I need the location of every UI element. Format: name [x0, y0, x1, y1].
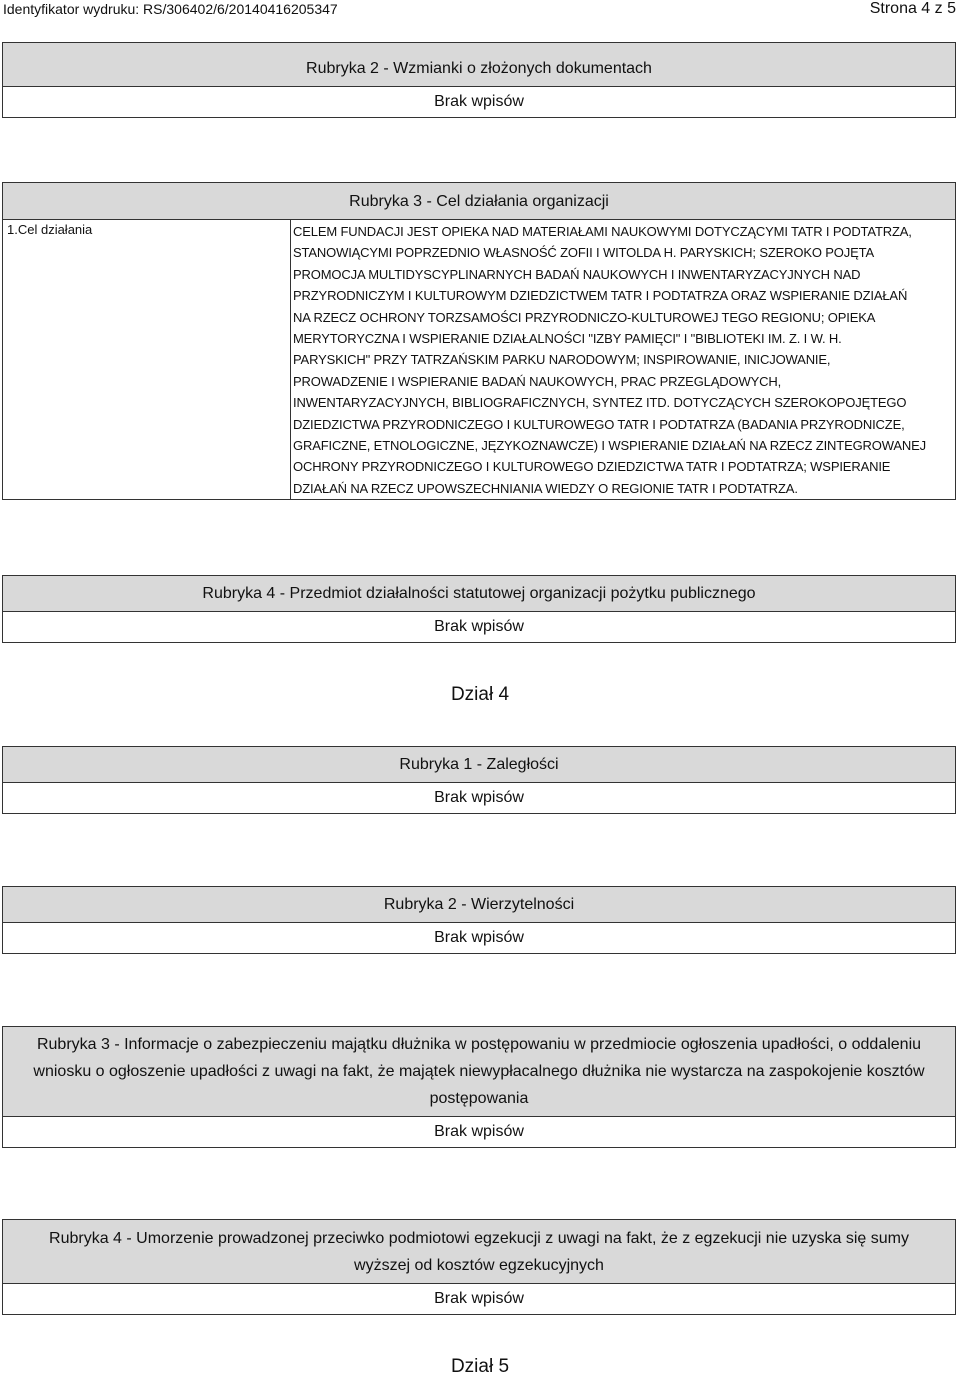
cel-line: MERYTORYCZNA I WSPIERANIE DZIAŁALNOŚCI "IZBY PAMIĘCI" I "BIBLIOTEKI IM. Z. I W. H.	[293, 331, 842, 347]
section-cel-title: Rubryka 3 - Cel działania organizacji	[3, 183, 955, 220]
section-umorzenie	[2, 1219, 956, 1315]
cel-line: PRZYRODNICZYM I KULTUROWYM DZIEDZICTWEM TATR I PODTATRZA ORAZ WSPIERANIE DZIAŁAŃ	[293, 288, 908, 304]
section-przedmiot	[2, 575, 956, 643]
section-wzmianki-title: Rubryka 2 - Wzmianki o złożonych dokumentach	[3, 43, 955, 87]
section-przedmiot-value: Brak wpisów	[434, 618, 524, 635]
section-zabezpieczenie	[2, 1026, 956, 1148]
section-przedmiot-title: Rubryka 4 - Przedmiot działalności statutowej organizacji pożytku publicznego	[3, 576, 955, 612]
cel-line: DZIAŁAŃ NA RZECZ UPOWSZECHNIANIA WIEDZY O REGIONIE TATR I PODTATRZA.	[293, 480, 798, 496]
cel-row	[3, 220, 955, 499]
cel-line: STANOWIĄCYMI POPRZEDNIO WŁASNOŚĆ ZOFII I WITOLDA H. PARYSKICH; SZEROKO POJĘTA	[293, 245, 874, 261]
section-cel	[2, 182, 956, 500]
cel-label: 1.Cel działania	[3, 220, 291, 499]
section-zaleglosci-value: Brak wpisów	[434, 789, 524, 806]
cel-line: DZIEDZICTWA PRZYRODNICZEGO I KULTUROWEGO TATR I PODTATRZA (BADANIA PRZYRODNICZE,	[293, 416, 905, 432]
cel-line: PROWADZENIE I WSPIERANIE BADAŃ NAUKOWYCH, PRAC PRZEGLĄDOWYCH,	[293, 373, 782, 389]
cel-text	[291, 220, 955, 499]
section-wzmianki-value: Brak wpisów	[434, 93, 524, 110]
page-number: Strona 4 z 5	[869, 0, 956, 17]
section-wierzytelnosci-title: Rubryka 2 - Wierzytelności	[3, 887, 955, 923]
cel-line: NA RZECZ OCHRONY TORZSAMOŚCI PRZYRODNICZO-KULTUROWEJ TEGO REGIONU; OPIEKA	[293, 309, 876, 325]
cel-line: GRAFICZNE, ETNOLOGICZNE, JĘZYKOZNAWCZE) I WSPIERANIE DZIAŁAŃ NA RZECZ ZINTEGROWANEJ	[293, 438, 927, 454]
print-identifier: Identyfikator wydruku: RS/306402/6/20140416205347	[3, 1, 338, 17]
section-wierzytelnosci-value: Brak wpisów	[434, 929, 524, 946]
section-zabezpieczenie-value: Brak wpisów	[434, 1123, 524, 1140]
section-wierzytelnosci	[2, 886, 956, 954]
section-umorzenie-value: Brak wpisów	[434, 1290, 524, 1307]
cel-line: PROMOCJA MULTIDYSCYPLINARNYCH BADAŃ NAUKOWYCH I INWENTARYZACYJNYCH NAD	[293, 266, 861, 282]
section-zabezpieczenie-title: Rubryka 3 - Informacje o zabezpieczeniu majątku dłużnika w postępowaniu w przedmiocie ogłoszenia upadłości, o oddaleniu wniosku o ogłoszenie upadłości z uwagi na fakt, że majątek niewypłacalnego dłużnika nie wystarcza na zaspokojenie kosztów postępowania	[3, 1027, 955, 1117]
print-header	[0, 0, 960, 20]
cel-line: CELEM FUNDACJI JEST OPIEKA NAD MATERIAŁAMI NAUKOWYMI DOTYCZĄCYMI TATR I PODTATRZA,	[293, 224, 912, 239]
dzial-4-heading: Dział 4	[450, 684, 510, 705]
cel-line: OCHRONY PRZYRODNICZEGO I KULTUROWEGO DZIEDZICTWA TATR I PODTATRZA; WSPIERANIE	[293, 459, 891, 475]
section-zaleglosci	[2, 746, 956, 814]
dzial-5-heading: Dział 5	[450, 1356, 510, 1377]
section-wzmianki	[2, 42, 956, 118]
cel-line: PARYSKICH" PRZY TATRZAŃSKIM PARKU NARODOWYM; INSPIROWANIE, INICJOWANIE,	[293, 352, 831, 368]
section-zaleglosci-title: Rubryka 1 - Zaległości	[3, 747, 955, 783]
cel-line: INWENTARYZACYJNYCH, BIBLIOGRAFICZNYCH, SYNTEZ ITD. DOTYCZĄCYCH SZEROKOPOJĘTEGO	[293, 395, 907, 411]
section-umorzenie-title: Rubryka 4 - Umorzenie prowadzonej przeciwko podmiotowi egzekucji z uwagi na fakt, że z egzekucji nie uzyska się sumy wyższej od kosztów egzekucyjnych	[3, 1220, 955, 1284]
